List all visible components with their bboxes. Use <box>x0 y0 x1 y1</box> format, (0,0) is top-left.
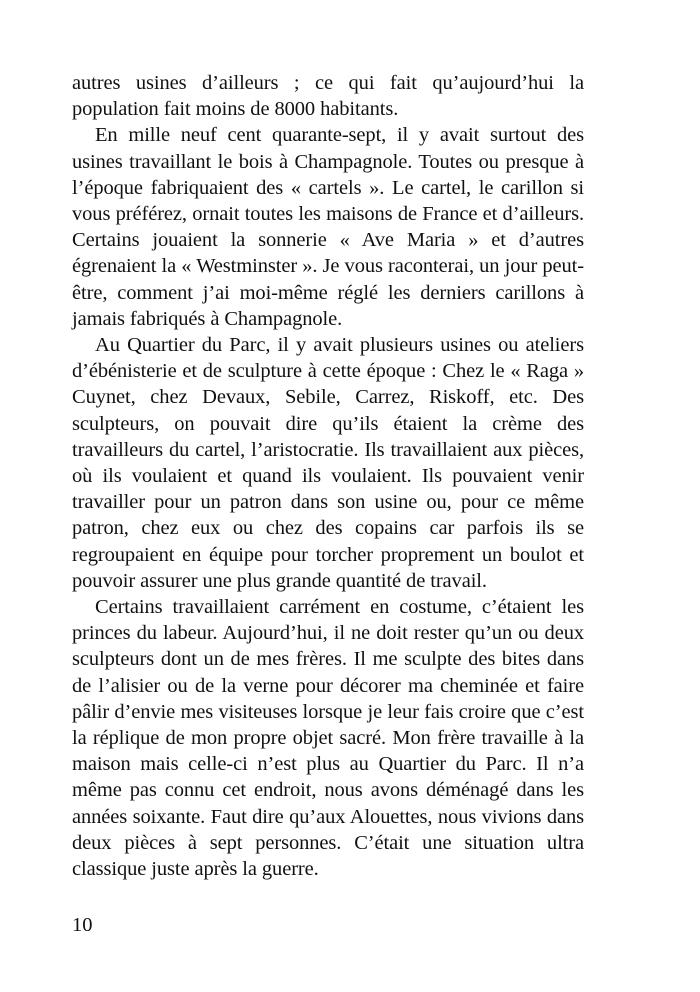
page-number: 10 <box>72 914 93 936</box>
page-body <box>72 70 584 882</box>
paragraph-sculpteurs: Certains travaillaient carrément en costume, c’étaient les princes du labeur. Aujourd’hui, il ne doit rester qu’un ou deux sculpteurs dont un de mes frères. Il me sculpte des bites dans de l’alisier ou de la verne pour décorer ma cheminée et faire pâlir d’envie mes visiteuses lorsque je leur fais croire que c’est la réplique de mon propre objet sacré. Mon frère travaille à la maison mais celle-ci n’est plus au Quartier du Parc. Il n’a même pas connu cet endroit, nous avons déménagé dans les années soixante. Faut dire qu’aux Alouettes, nous vivions dans deux pièces à sept personnes. C’était une situation ultra classique juste après la guerre. <box>72 596 584 881</box>
paragraph-quartier-du-parc: Au Quartier du Parc, il y avait plusieurs usines ou ateliers d’ébénisterie et de sculpture à cette époque : Chez le « Raga » Cuynet, chez Devaux, Sebile, Carrez, Riskoff, etc. Des sculpteurs, on pouvait dire qu’ils étaient la crème des travailleurs du cartel, l’aristocratie. Ils travaillaient aux pièces, où ils voulaient et quand ils voulaient. Ils pouvaient venir travailler pour un patron dans son usine ou, pour ce même patron, chez eux ou chez des copains car parfois ils se regroupaient en équipe pour torcher proprement un boulot et pouvoir assurer une plus grande quantité de travail. <box>72 334 584 592</box>
paragraph-continuation: autres usines d’ailleurs ; ce qui fait qu’aujourd’hui la population fait moins de 8000 habitants. <box>72 72 584 121</box>
paragraph-cartels: En mille neuf cent quarante-sept, il y avait surtout des usines travaillant le bois à Champagnole. Toutes ou presque à l’époque fabriquaient des « cartels ». Le cartel, le carillon si vous préférez, ornait toutes les maisons de France et d’ailleurs. Certains jouaient la sonnerie « Ave Maria » et d’autres égrenaient la « Westminster ». Je vous raconterai, un jour peut-être, comment j’ai moi-même réglé les derniers carillons à jamais fabriqués à Champagnole. <box>72 124 584 330</box>
